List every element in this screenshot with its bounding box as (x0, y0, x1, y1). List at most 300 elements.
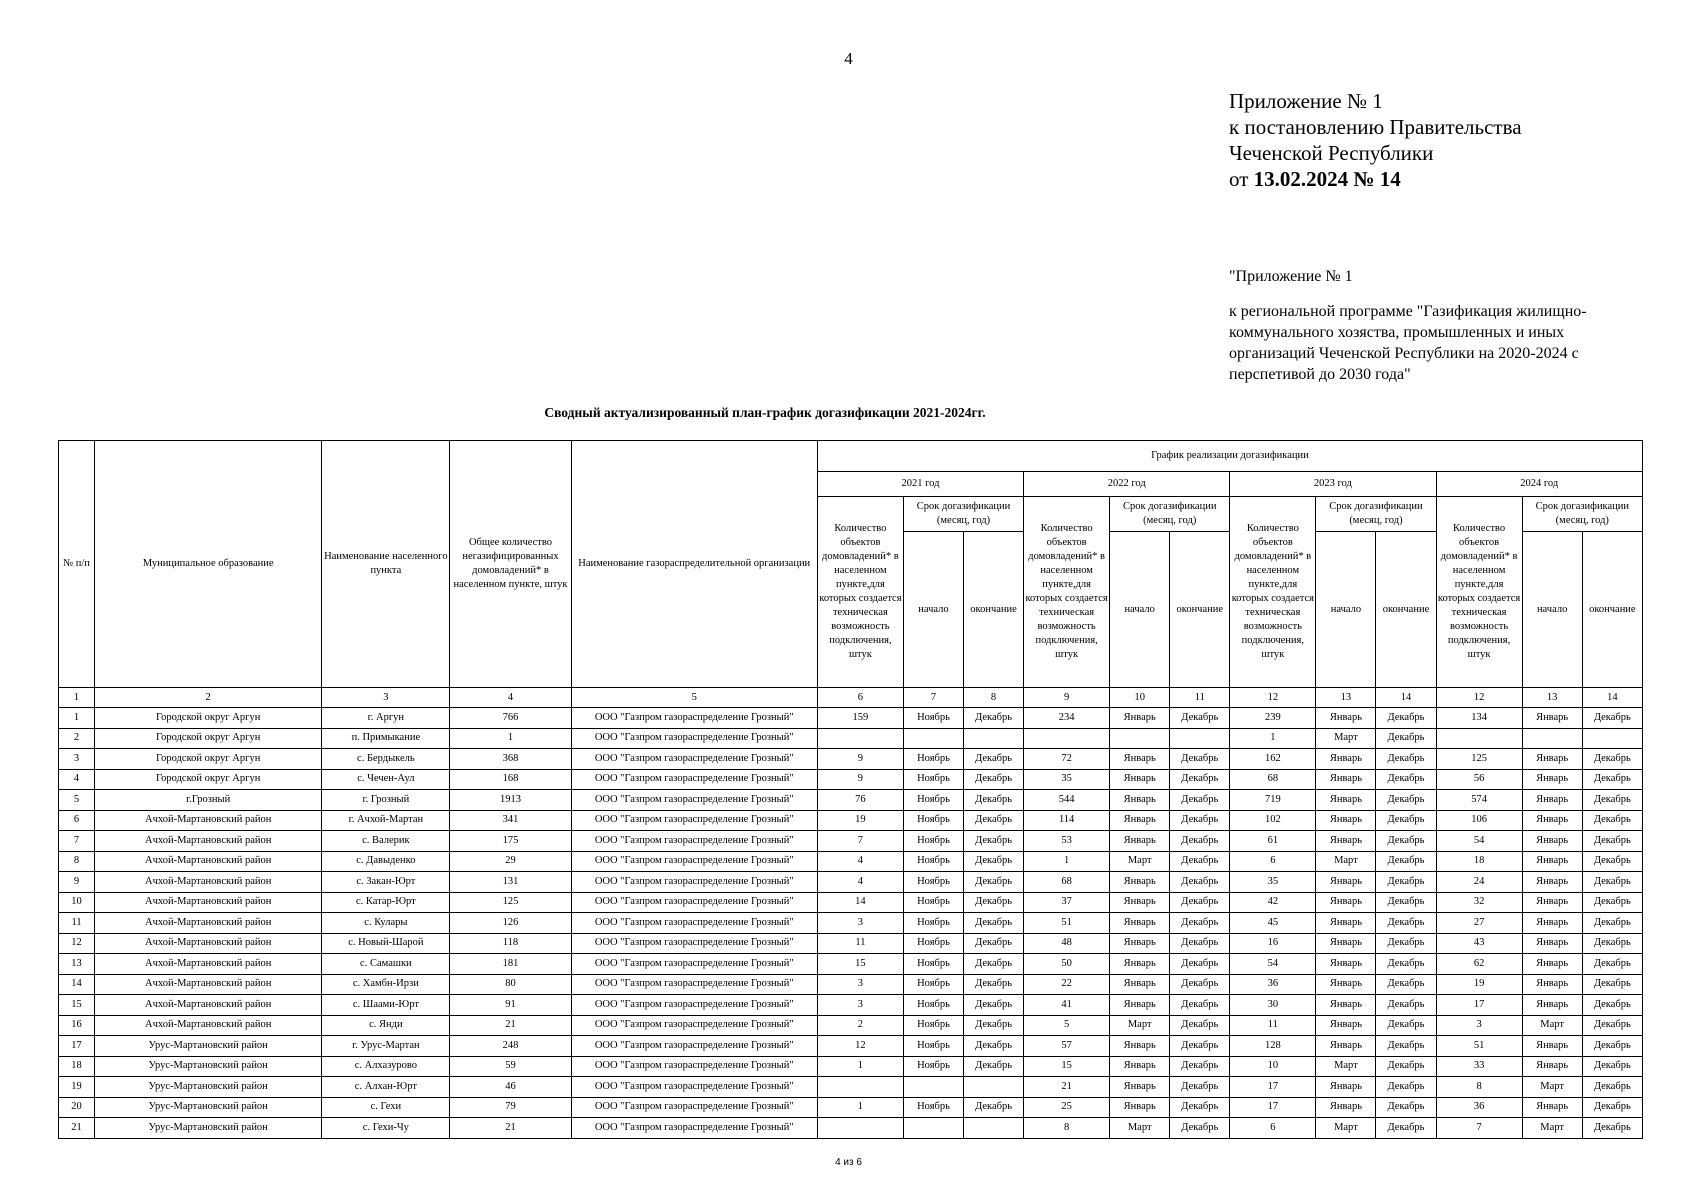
header-count: Количество объектов домовладений* в населенном пункте,для которых создается техническая возможность подключения, штук (1230, 497, 1316, 688)
column-number-cell: 12 (1436, 688, 1522, 708)
table-cell: г. Грозный (322, 790, 450, 811)
table-cell: 7 (59, 831, 95, 852)
header-end: окончание (1170, 532, 1230, 688)
table-cell: 3 (1436, 1015, 1522, 1036)
table-cell (817, 1077, 903, 1098)
header-schedule: График реализации догазификации (817, 441, 1642, 472)
table-cell: 9 (817, 769, 903, 790)
table-row (59, 1097, 1643, 1118)
table-cell: Декабрь (1582, 892, 1642, 913)
table-cell: г.Грозный (95, 790, 322, 811)
table-cell: Ноябрь (903, 995, 963, 1016)
table-cell: 106 (1436, 810, 1522, 831)
table-cell: 14 (59, 974, 95, 995)
table-cell: Декабрь (964, 892, 1024, 913)
table-cell: Декабрь (1170, 1118, 1230, 1139)
table-cell: 3 (817, 913, 903, 934)
table-cell: Ноябрь (903, 708, 963, 729)
table-cell: 248 (450, 1036, 571, 1057)
table-cell: Декабрь (1376, 1015, 1436, 1036)
table-cell (903, 1077, 963, 1098)
header-municipality: Муниципальное образование (95, 441, 322, 688)
table-cell: Ачхой-Мартановский район (95, 892, 322, 913)
table-cell: ООО "Газпром газораспределение Грозный" (571, 1056, 817, 1077)
table-cell: 29 (450, 851, 571, 872)
table-cell: Декабрь (964, 831, 1024, 852)
table-cell: 35 (1230, 872, 1316, 893)
header-start: начало (1110, 532, 1170, 688)
header-settlement: Наименование населенного пункта (322, 441, 450, 688)
table-cell: Декабрь (1582, 851, 1642, 872)
header-term: Срок догазификации (месяц, год) (1110, 497, 1230, 532)
table-cell: ООО "Газпром газораспределение Грозный" (571, 831, 817, 852)
table-cell: Ачхой-Мартановский район (95, 810, 322, 831)
table-cell: Городской округ Аргун (95, 728, 322, 749)
table-cell: г. Ачхой-Мартан (322, 810, 450, 831)
table-cell: 19 (817, 810, 903, 831)
table-cell: 11 (59, 913, 95, 934)
table-cell: 10 (1230, 1056, 1316, 1077)
table-cell: Ноябрь (903, 1097, 963, 1118)
table-cell: Декабрь (1376, 749, 1436, 770)
table-cell: Декабрь (964, 790, 1024, 811)
table-cell: 17 (59, 1036, 95, 1057)
column-number-cell: 8 (964, 688, 1024, 708)
table-cell: Декабрь (1582, 1097, 1642, 1118)
table-cell: Декабрь (964, 995, 1024, 1016)
column-number-cell: 9 (1024, 688, 1110, 708)
table-cell: Декабрь (1582, 1118, 1642, 1139)
table-cell: 125 (450, 892, 571, 913)
table-cell (1110, 728, 1170, 749)
table-cell (817, 728, 903, 749)
table-cell: 68 (1230, 769, 1316, 790)
table-cell: Декабрь (1376, 954, 1436, 975)
table-row (59, 892, 1643, 913)
table-cell: Декабрь (1582, 1015, 1642, 1036)
table-cell: Декабрь (1582, 790, 1642, 811)
table-cell: с. Алхан-Юрт (322, 1077, 450, 1098)
table-cell: Январь (1522, 1036, 1582, 1057)
table-cell: 2 (59, 728, 95, 749)
table-cell: 21 (450, 1015, 571, 1036)
table-cell: Декабрь (1170, 1097, 1230, 1118)
table-cell: Январь (1110, 769, 1170, 790)
table-cell: с. Катар-Юрт (322, 892, 450, 913)
table-cell: Январь (1316, 769, 1376, 790)
table-cell: Декабрь (1170, 708, 1230, 729)
table-cell: Декабрь (1582, 831, 1642, 852)
column-number-cell: 14 (1376, 688, 1436, 708)
table-cell: Декабрь (964, 749, 1024, 770)
table-cell: Декабрь (964, 1056, 1024, 1077)
table-cell: Городской округ Аргун (95, 769, 322, 790)
table-row (59, 995, 1643, 1016)
table-row (59, 933, 1643, 954)
header-start: начало (1316, 532, 1376, 688)
table-cell: 22 (1024, 974, 1110, 995)
table-cell: 159 (817, 708, 903, 729)
table-cell: 12 (817, 1036, 903, 1057)
table-cell: Январь (1522, 892, 1582, 913)
table-cell: 368 (450, 749, 571, 770)
appendix-date (1229, 166, 1669, 192)
table-cell: Декабрь (964, 851, 1024, 872)
table-cell: 168 (450, 769, 571, 790)
table-cell: Январь (1110, 790, 1170, 811)
table-cell: Декабрь (1376, 913, 1436, 934)
table-cell: 11 (817, 933, 903, 954)
header-count: Количество объектов домовладений* в населенном пункте,для которых создается техническая возможность подключения, штук (1436, 497, 1522, 688)
table-cell: Декабрь (1170, 872, 1230, 893)
table-cell: Январь (1316, 913, 1376, 934)
table-cell: ООО "Газпром газораспределение Грозный" (571, 728, 817, 749)
table-cell: Март (1316, 1118, 1376, 1139)
table-cell: Декабрь (964, 872, 1024, 893)
table-cell: 72 (1024, 749, 1110, 770)
table-cell: Декабрь (1170, 1036, 1230, 1057)
column-number-cell: 12 (1230, 688, 1316, 708)
table-cell: с. Шаами-Юрт (322, 995, 450, 1016)
table-cell: Декабрь (1582, 872, 1642, 893)
table-row (59, 749, 1643, 770)
table-cell: Городской округ Аргун (95, 749, 322, 770)
header-end: окончание (1376, 532, 1436, 688)
table-cell: 15 (59, 995, 95, 1016)
table-cell: Декабрь (964, 769, 1024, 790)
table-cell: 56 (1436, 769, 1522, 790)
table-row (59, 790, 1643, 811)
table-cell: Декабрь (1582, 913, 1642, 934)
table-cell: 5 (59, 790, 95, 811)
table-cell: Ноябрь (903, 831, 963, 852)
table-cell: 62 (1436, 954, 1522, 975)
header-count: Количество объектов домовладений* в населенном пункте,для которых создается техническая возможность подключения, штук (817, 497, 903, 688)
table-cell: Январь (1522, 810, 1582, 831)
program-appendix-text: к региональной программе "Газификация жилищно-коммунального хозяства, промышленных и иных организаций Чеченской Республики на 2020-2024 с перспетивой до 2030 года" (1229, 303, 1587, 383)
table-cell: Декабрь (1376, 892, 1436, 913)
table-cell: Март (1316, 1056, 1376, 1077)
table-cell: 719 (1230, 790, 1316, 811)
table-cell: Урус-Мартановский район (95, 1036, 322, 1057)
table-cell: 57 (1024, 1036, 1110, 1057)
table-cell: Ноябрь (903, 954, 963, 975)
column-number-cell: 6 (817, 688, 903, 708)
table-cell: 3 (817, 995, 903, 1016)
table-cell: 128 (1230, 1036, 1316, 1057)
table-cell: Ноябрь (903, 913, 963, 934)
table-cell: Декабрь (1376, 872, 1436, 893)
table-cell: ООО "Газпром газораспределение Грозный" (571, 769, 817, 790)
table-cell: 35 (1024, 769, 1110, 790)
table-cell: Январь (1522, 851, 1582, 872)
table-cell: г. Урус-Мартан (322, 1036, 450, 1057)
table-cell: Декабрь (1376, 769, 1436, 790)
table-cell: 2 (817, 1015, 903, 1036)
table-cell: 50 (1024, 954, 1110, 975)
column-number-cell: 13 (1522, 688, 1582, 708)
table-row (59, 831, 1643, 852)
table-cell (1522, 728, 1582, 749)
table-cell: Январь (1522, 933, 1582, 954)
table-cell: 4 (59, 769, 95, 790)
table-cell: Декабрь (964, 1015, 1024, 1036)
table-row (59, 954, 1643, 975)
header-year-2021: 2021 год (817, 472, 1023, 497)
table-cell: Январь (1316, 954, 1376, 975)
table-cell: с. Самашки (322, 954, 450, 975)
table-cell: с. Бердыкель (322, 749, 450, 770)
table-cell: 25 (1024, 1097, 1110, 1118)
table-cell: ООО "Газпром газораспределение Грозный" (571, 1097, 817, 1118)
table-cell: Декабрь (964, 974, 1024, 995)
table-cell: 15 (817, 954, 903, 975)
table-cell: Декабрь (964, 933, 1024, 954)
table-cell: 1 (817, 1097, 903, 1118)
table-cell: Декабрь (1170, 749, 1230, 770)
table-cell: г. Аргун (322, 708, 450, 729)
table-cell: Декабрь (1170, 851, 1230, 872)
table-cell: 4 (817, 872, 903, 893)
table-cell: с. Новый-Шарой (322, 933, 450, 954)
table-cell: ООО "Газпром газораспределение Грозный" (571, 913, 817, 934)
table-cell (817, 1118, 903, 1139)
table-cell: 341 (450, 810, 571, 831)
appendix-government: Чеченской Республики (1229, 141, 1434, 165)
table-cell: Урус-Мартановский район (95, 1056, 322, 1077)
table-cell: 118 (450, 933, 571, 954)
table-cell: 10 (59, 892, 95, 913)
table-cell: 9 (59, 872, 95, 893)
table-cell: Январь (1522, 872, 1582, 893)
table-cell (1436, 728, 1522, 749)
table-cell: с. Валерик (322, 831, 450, 852)
table-cell: ООО "Газпром газораспределение Грозный" (571, 851, 817, 872)
table-cell: Декабрь (1376, 790, 1436, 811)
table-cell: Урус-Мартановский район (95, 1118, 322, 1139)
table-cell: Декабрь (1582, 954, 1642, 975)
table-row (59, 1118, 1643, 1139)
table-cell: 5 (1024, 1015, 1110, 1036)
table-cell: Декабрь (1582, 1077, 1642, 1098)
table-cell: 54 (1230, 954, 1316, 975)
table-cell: Городской округ Аргун (95, 708, 322, 729)
plan-table-wrapper (58, 440, 1643, 1139)
table-cell: Декабрь (1376, 1097, 1436, 1118)
table-cell: Январь (1522, 995, 1582, 1016)
table-cell: с. Хамбн-Ирзи (322, 974, 450, 995)
table-cell: 41 (1024, 995, 1110, 1016)
table-cell: 21 (1024, 1077, 1110, 1098)
table-cell: Январь (1110, 933, 1170, 954)
table-cell: 24 (1436, 872, 1522, 893)
table-row (59, 872, 1643, 893)
table-cell: 3 (59, 749, 95, 770)
header-year-2024: 2024 год (1436, 472, 1642, 497)
table-cell: Декабрь (1582, 749, 1642, 770)
table-cell: Декабрь (964, 708, 1024, 729)
table-cell: Январь (1522, 954, 1582, 975)
table-cell: ООО "Газпром газораспределение Грозный" (571, 708, 817, 729)
table-cell: Декабрь (1170, 954, 1230, 975)
column-number-cell: 7 (903, 688, 963, 708)
table-cell: 766 (450, 708, 571, 729)
table-cell: Январь (1110, 1036, 1170, 1057)
table-cell: 19 (59, 1077, 95, 1098)
table-cell: Урус-Мартановский район (95, 1077, 322, 1098)
table-cell: 7 (1436, 1118, 1522, 1139)
table-cell: 8 (59, 851, 95, 872)
table-cell: 51 (1436, 1036, 1522, 1057)
table-cell: 19 (1436, 974, 1522, 995)
table-cell: ООО "Газпром газораспределение Грозный" (571, 872, 817, 893)
table-cell: 8 (1436, 1077, 1522, 1098)
table-cell: 3 (817, 974, 903, 995)
table-cell: ООО "Газпром газораспределение Грозный" (571, 790, 817, 811)
table-cell: п. Примыкание (322, 728, 450, 749)
table-cell: 17 (1230, 1077, 1316, 1098)
table-cell: 30 (1230, 995, 1316, 1016)
header-total: Общее количество негазифицированных домовладений* в населенном пункте, штук (450, 441, 571, 688)
table-cell: 76 (817, 790, 903, 811)
table-cell: Декабрь (1170, 933, 1230, 954)
table-cell: ООО "Газпром газораспределение Грозный" (571, 954, 817, 975)
table-cell: Декабрь (1170, 1056, 1230, 1077)
table-cell (1170, 728, 1230, 749)
table-cell: Январь (1316, 892, 1376, 913)
table-cell: Январь (1110, 913, 1170, 934)
table-cell: 239 (1230, 708, 1316, 729)
table-cell: Ноябрь (903, 1015, 963, 1036)
column-number-cell: 11 (1170, 688, 1230, 708)
appendix-date-prefix: от (1229, 167, 1254, 191)
table-cell: Декабрь (1376, 995, 1436, 1016)
table-cell: Январь (1316, 749, 1376, 770)
table-cell: Январь (1110, 831, 1170, 852)
table-row (59, 728, 1643, 749)
table-row (59, 851, 1643, 872)
table-cell: Март (1522, 1077, 1582, 1098)
table-cell: Декабрь (1376, 728, 1436, 749)
table-cell: Январь (1110, 1077, 1170, 1098)
table-cell: 21 (59, 1118, 95, 1139)
header-end: окончание (964, 532, 1024, 688)
table-cell: Ноябрь (903, 1036, 963, 1057)
table-cell: Январь (1522, 1056, 1582, 1077)
table-cell: Ноябрь (903, 1056, 963, 1077)
program-appendix-head: "Приложение № 1 (1229, 268, 1353, 285)
table-cell: Декабрь (1170, 995, 1230, 1016)
table-cell: 15 (1024, 1056, 1110, 1077)
table-cell: с. Кулары (322, 913, 450, 934)
table-cell: Декабрь (1170, 974, 1230, 995)
appendix-date-number: 13.02.2024 № 14 (1253, 167, 1401, 191)
appendix-block (1229, 88, 1669, 192)
table-cell: Январь (1316, 1015, 1376, 1036)
table-cell: 16 (1230, 933, 1316, 954)
table-cell (964, 1077, 1024, 1098)
table-cell: 1 (817, 1056, 903, 1077)
table-cell: 16 (59, 1015, 95, 1036)
table-cell: Январь (1522, 974, 1582, 995)
table-cell: Март (1522, 1118, 1582, 1139)
table-cell: Январь (1316, 995, 1376, 1016)
table-cell: ООО "Газпром газораспределение Грозный" (571, 1015, 817, 1036)
table-cell: 53 (1024, 831, 1110, 852)
table-row (59, 810, 1643, 831)
table-cell: 6 (1230, 1118, 1316, 1139)
header-org: Наименование газораспределительной организации (571, 441, 817, 688)
table-cell: Январь (1316, 1077, 1376, 1098)
table-cell: 1 (1024, 851, 1110, 872)
table-cell: 131 (450, 872, 571, 893)
program-block (1229, 266, 1629, 385)
table-cell: 42 (1230, 892, 1316, 913)
table-cell: 4 (817, 851, 903, 872)
table-cell: ООО "Газпром газораспределение Грозный" (571, 810, 817, 831)
table-cell: ООО "Газпром газораспределение Грозный" (571, 1118, 817, 1139)
table-cell: Январь (1316, 790, 1376, 811)
table-cell: с. Алхазурово (322, 1056, 450, 1077)
table-cell: Ачхой-Мартановский район (95, 995, 322, 1016)
table-row (59, 913, 1643, 934)
table-cell: Январь (1110, 892, 1170, 913)
table-cell: Январь (1110, 1056, 1170, 1077)
table-row (59, 1077, 1643, 1098)
header-term: Срок догазификации (месяц, год) (1522, 497, 1642, 532)
table-cell: ООО "Газпром газораспределение Грозный" (571, 1077, 817, 1098)
table-cell: 79 (450, 1097, 571, 1118)
table-row (59, 1056, 1643, 1077)
appendix-decree: к постановлению Правительства (1229, 115, 1522, 139)
table-cell: Январь (1110, 1097, 1170, 1118)
table-cell (964, 728, 1024, 749)
table-cell: 68 (1024, 872, 1110, 893)
table-cell: 14 (817, 892, 903, 913)
table-cell: Январь (1316, 933, 1376, 954)
table-cell: Декабрь (1376, 1077, 1436, 1098)
table-cell: 20 (59, 1097, 95, 1118)
header-year-2022: 2022 год (1024, 472, 1230, 497)
table-row (59, 1036, 1643, 1057)
column-number-cell: 13 (1316, 688, 1376, 708)
appendix-title: Приложение № 1 (1229, 89, 1383, 113)
column-number-cell: 4 (450, 688, 571, 708)
table-cell: 12 (59, 933, 95, 954)
table-cell: Январь (1316, 872, 1376, 893)
table-cell: Январь (1316, 974, 1376, 995)
table-cell (964, 1118, 1024, 1139)
table-cell: Декабрь (1376, 1118, 1436, 1139)
table-cell: 51 (1024, 913, 1110, 934)
header-year-2023: 2023 год (1230, 472, 1436, 497)
table-cell: ООО "Газпром газораспределение Грозный" (571, 995, 817, 1016)
table-cell: Ноябрь (903, 769, 963, 790)
table-cell: 102 (1230, 810, 1316, 831)
table-cell: Январь (1110, 995, 1170, 1016)
column-number-cell: 10 (1110, 688, 1170, 708)
table-cell: 33 (1436, 1056, 1522, 1077)
page-footer: 4 из 6 (835, 1157, 862, 1168)
table-cell: Ачхой-Мартановский район (95, 933, 322, 954)
table-cell: 13 (59, 954, 95, 975)
header-start: начало (1522, 532, 1582, 688)
table-cell: 544 (1024, 790, 1110, 811)
table-cell: с. Гехи (322, 1097, 450, 1118)
table-title: Сводный актуализированный план-график догазификации 2021-2024гг. (544, 405, 986, 420)
table-cell: Январь (1110, 954, 1170, 975)
table-cell: Март (1110, 1015, 1170, 1036)
